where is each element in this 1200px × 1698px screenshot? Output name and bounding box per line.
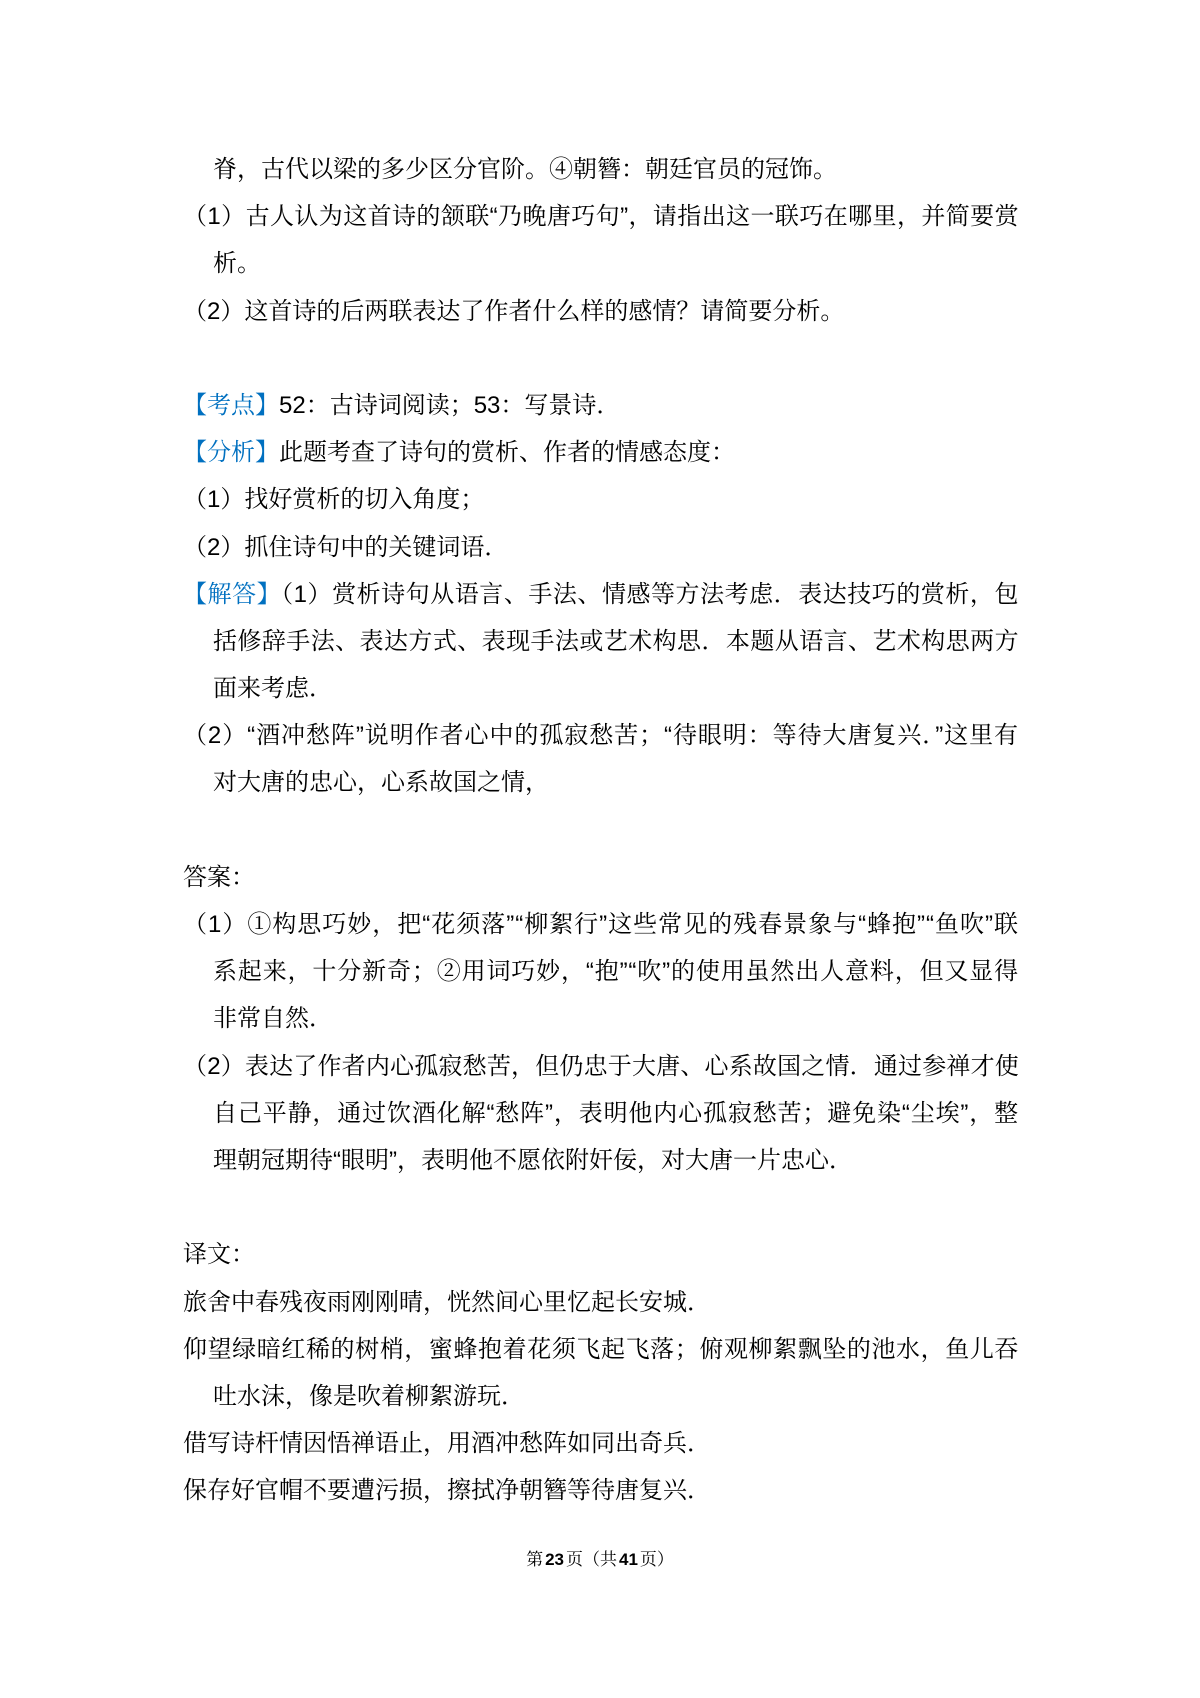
fenxi-line	[183, 429, 1019, 476]
fenxi-point-2-text: （2）抓住诗句中的关键词语．	[183, 533, 509, 561]
translation-text-4: 借写诗杆情因悟禅语止，用酒冲愁阵如同出奇兵．	[183, 1430, 711, 1458]
translation-line-5	[183, 1467, 1019, 1514]
translation-text-5: 保存好官帽不要遭污损，擦拭净朝簪等待唐复兴．	[183, 1477, 711, 1505]
fenxi-text: 此题考查了诗句的赏析、作者的情感态度：	[279, 439, 735, 467]
answer-1-line-3	[183, 995, 1019, 1042]
jieda-part-1-text-1: （1）赏析诗句从语言、手法、情感等方法考虑．表达技巧的赏析，包	[281, 580, 1019, 608]
jieda-part-2-text-1: （2）“酒冲愁阵”说明作者心中的孤寂愁苦；“待眼明：等待大唐复兴．”这里有	[183, 722, 1019, 750]
jieda-line-4	[183, 712, 1019, 759]
translation-line-4	[183, 1420, 1019, 1467]
translation-text-3: 吐水沫，像是吹着柳絮游玩．	[213, 1382, 525, 1410]
total-page-count: 41	[619, 1550, 638, 1569]
fenxi-point-1-text: （1）找好赏析的切入角度；	[183, 486, 485, 514]
blank-line	[183, 335, 1019, 382]
jieda-line-1	[183, 571, 1019, 618]
question-2-line	[183, 288, 1019, 335]
question-1-line-1	[183, 193, 1019, 240]
kaodian-line	[183, 382, 1019, 429]
jieda-line-3	[183, 665, 1019, 712]
fenxi-point-2	[183, 524, 1019, 571]
footer-middle: 页（共	[566, 1550, 617, 1569]
answer-1-line-2	[183, 948, 1019, 995]
jieda-line-2	[183, 618, 1019, 665]
question-1-line-2	[183, 240, 1019, 287]
answer-2-text-2: 自己平静，通过饮酒化解“愁阵”，表明他内心孤寂愁苦；避免染“尘埃”，整	[213, 1099, 1019, 1127]
answer-label: 答案：	[183, 863, 255, 891]
question-1-text-2: 析。	[213, 250, 261, 278]
translation-line-2	[183, 1326, 1019, 1373]
blank-line	[183, 1184, 1019, 1231]
answer-1-line-1	[183, 901, 1019, 948]
question-1-text-1: （1）古人认为这首诗的颔联“乃晚唐巧句”，请指出这一联巧在哪里，并简要赏	[183, 203, 1019, 231]
fenxi-point-1	[183, 476, 1019, 523]
answer-label-line	[183, 854, 1019, 901]
translation-text-2: 仰望绿暗红稀的树梢，蜜蜂抱着花须飞起飞落；俯观柳絮飘坠的池水，鱼儿吞	[183, 1335, 1019, 1363]
translation-label-line	[183, 1231, 1019, 1278]
jieda-part-2-text-2: 对大唐的忠心，心系故国之情，	[213, 769, 549, 797]
page-body	[183, 146, 1019, 1514]
continued-annotation-text: 脊，古代以梁的多少区分官阶。④朝簪：朝廷官员的冠饰。	[213, 156, 837, 183]
answer-2-line-2	[183, 1090, 1019, 1137]
kaodian-tag: 【考点】	[183, 391, 279, 419]
jieda-tag: 【解答】	[183, 580, 282, 608]
answer-1-text-3: 非常自然．	[213, 1005, 333, 1033]
question-2-text: （2）这首诗的后两联表达了作者什么样的感情？请简要分析。	[183, 297, 845, 325]
footer-suffix: 页）	[639, 1550, 674, 1569]
page-footer	[0, 1548, 1200, 1572]
translation-text-1: 旅舍中春残夜雨刚刚晴，恍然间心里忆起长安城．	[183, 1288, 711, 1316]
translation-label: 译文：	[183, 1241, 255, 1269]
continued-annotation-line	[183, 146, 1019, 193]
current-page-number: 23	[545, 1550, 564, 1569]
translation-line-1	[183, 1279, 1019, 1326]
blank-line	[183, 807, 1019, 854]
jieda-line-5	[183, 759, 1019, 806]
answer-2-text-1: （2）表达了作者内心孤寂愁苦，但仍忠于大唐、心系故国之情．通过参禅才使	[183, 1052, 1019, 1080]
kaodian-text: 52：古诗词阅读；53：写景诗．	[279, 391, 621, 419]
jieda-part-1-text-2: 括修辞手法、表达方式、表现手法或艺术构思．本题从语言、艺术构思两方	[213, 627, 1019, 655]
translation-line-3	[183, 1373, 1019, 1420]
answer-1-text-2: 系起来，十分新奇；②用词巧妙，“抱”“吹”的使用虽然出人意料，但又显得	[213, 958, 1019, 986]
answer-2-line-3	[183, 1137, 1019, 1184]
jieda-part-1-text-3: 面来考虑．	[213, 675, 333, 703]
answer-2-text-3: 理朝冠期待“眼明”，表明他不愿依附奸佞，对大唐一片忠心．	[213, 1146, 853, 1174]
answer-1-text-1: （1）①构思巧妙，把“花须落”“柳絮行”这些常见的残春景象与“蜂抱”“鱼吹”联	[183, 911, 1019, 938]
answer-2-line-1	[183, 1043, 1019, 1090]
fenxi-tag: 【分析】	[183, 439, 279, 467]
footer-prefix: 第	[526, 1550, 544, 1569]
